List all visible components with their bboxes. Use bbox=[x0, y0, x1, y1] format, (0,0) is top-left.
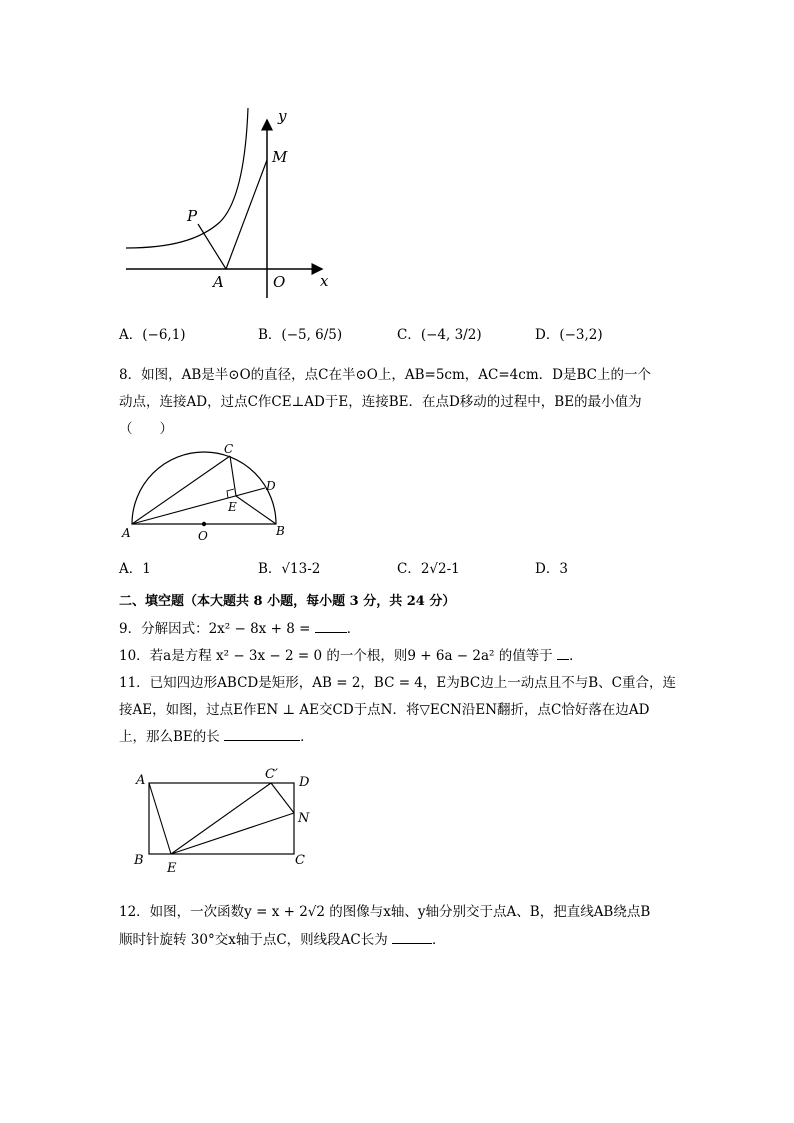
label-a: A bbox=[122, 526, 131, 540]
option-label: D． bbox=[535, 327, 560, 343]
label-c-prime: C′ bbox=[265, 767, 278, 782]
q11-line-1: 11．已知四边形ABCD是矩形，AB = 2，BC = 4，E为BC边上一动点且不与B、C重合，连 bbox=[119, 675, 676, 691]
q8-option-b bbox=[258, 557, 320, 577]
option-label: B． bbox=[258, 327, 282, 343]
q8-option-a bbox=[119, 557, 151, 577]
q7-option-c bbox=[397, 323, 482, 343]
option-value: √13-2 bbox=[281, 561, 321, 577]
figure-q11 bbox=[128, 764, 328, 884]
q11-line-3: 上，那么BE的长 ． bbox=[119, 729, 314, 745]
answer-blank[interactable] bbox=[224, 728, 300, 741]
option-label: A． bbox=[119, 327, 143, 343]
option-value: 1 bbox=[142, 561, 151, 577]
segment-ec-prime bbox=[171, 783, 271, 854]
label-y: y bbox=[278, 107, 287, 125]
q8-option-d bbox=[535, 557, 568, 577]
label-e: E bbox=[167, 861, 177, 876]
option-label: C． bbox=[397, 327, 421, 343]
label-n: N bbox=[298, 811, 310, 826]
section-heading: 二、填空题（本大题共 8 小题，每小题 3 分，共 24 分） bbox=[119, 594, 456, 609]
segment-am bbox=[226, 160, 267, 269]
label-p: P bbox=[187, 207, 198, 225]
answer-blank[interactable] bbox=[557, 647, 569, 660]
q8-line-1: 8．如图，AB是半⊙O的直径，点C在半⊙O上，AB=5cm，AC=4cm．D是BC上的一个 bbox=[119, 367, 651, 383]
option-value: 3 bbox=[559, 561, 568, 577]
label-o: O bbox=[273, 273, 286, 291]
answer-blank[interactable] bbox=[392, 931, 432, 944]
option-value: (−5, 6/5) bbox=[281, 327, 343, 343]
label-a: A bbox=[213, 273, 224, 291]
q7-option-d bbox=[535, 323, 603, 343]
label-o: O bbox=[198, 529, 208, 543]
label-b: B bbox=[276, 524, 285, 538]
label-d: D bbox=[299, 775, 310, 790]
curve bbox=[126, 108, 248, 248]
q12-line-2: 顺时针旋转 30°交x轴于点C，则线段AC长为 ． bbox=[119, 932, 446, 948]
q12-line-1: 12．如图，一次函数y = x + 2√2 的图像与x轴、y轴分别交于点A、B，把直线AB绕点B bbox=[119, 904, 651, 920]
label-d: D bbox=[266, 479, 276, 493]
q7-option-b bbox=[258, 323, 342, 343]
q7-option-a bbox=[119, 323, 186, 343]
q11-text: 上，那么BE的长 bbox=[119, 729, 220, 745]
option-label: A． bbox=[119, 561, 143, 577]
center-dot bbox=[202, 522, 206, 526]
option-label: C． bbox=[397, 561, 421, 577]
segment-ad bbox=[132, 488, 265, 524]
option-value: 2√2-1 bbox=[420, 561, 460, 577]
label-b: B bbox=[134, 853, 144, 868]
label-c: C bbox=[224, 442, 234, 456]
label-e: E bbox=[228, 500, 237, 514]
figure-q7 bbox=[120, 100, 350, 305]
segment-eb bbox=[236, 496, 276, 524]
option-value: (−4, 3/2) bbox=[420, 327, 482, 343]
option-value: (−6,1) bbox=[142, 327, 186, 343]
segment-ae bbox=[149, 783, 171, 854]
segment-ac bbox=[132, 456, 230, 524]
q8-option-c bbox=[397, 557, 460, 577]
segment-en bbox=[171, 813, 294, 854]
option-value: (−3,2) bbox=[559, 327, 603, 343]
label-m: M bbox=[272, 148, 288, 166]
q12-text: 顺时针旋转 30°交x轴于点C，则线段AC长为 bbox=[119, 932, 388, 948]
q8-line-3: （ ） bbox=[119, 421, 173, 437]
q9: 9．分解因式：2x² − 8x + 8 = ． bbox=[119, 621, 361, 637]
q8-line-2: 动点，连接AD，过点C作CE⊥AD于E，连接BE．在点D移动的过程中，BE的最小值为 bbox=[119, 394, 642, 410]
label-a: A bbox=[136, 773, 146, 788]
label-c: C bbox=[295, 853, 305, 868]
segment-pa bbox=[198, 224, 226, 269]
q11-line-2: 接AE，如图，过点E作EN ⊥ AE交CD于点N．将▽ECN沿EN翻折，点C恰好落在边AD bbox=[119, 702, 650, 718]
figure-q8 bbox=[118, 440, 298, 545]
q10-text: 10．若a是方程 x² − 3x − 2 = 0 的一个根，则9 + 6a − 2a² 的值等于 bbox=[119, 648, 553, 664]
answer-blank[interactable] bbox=[315, 620, 347, 633]
semicircle bbox=[132, 452, 276, 524]
label-x: x bbox=[320, 272, 329, 290]
segment-c-prime-n bbox=[271, 783, 294, 813]
q10: 10．若a是方程 x² − 3x − 2 = 0 的一个根，则9 + 6a − 2a² 的值等于 ． bbox=[119, 648, 583, 664]
option-label: B． bbox=[258, 561, 282, 577]
option-label: D． bbox=[535, 561, 560, 577]
q9-text: 9．分解因式：2x² − 8x + 8 = bbox=[119, 621, 311, 637]
